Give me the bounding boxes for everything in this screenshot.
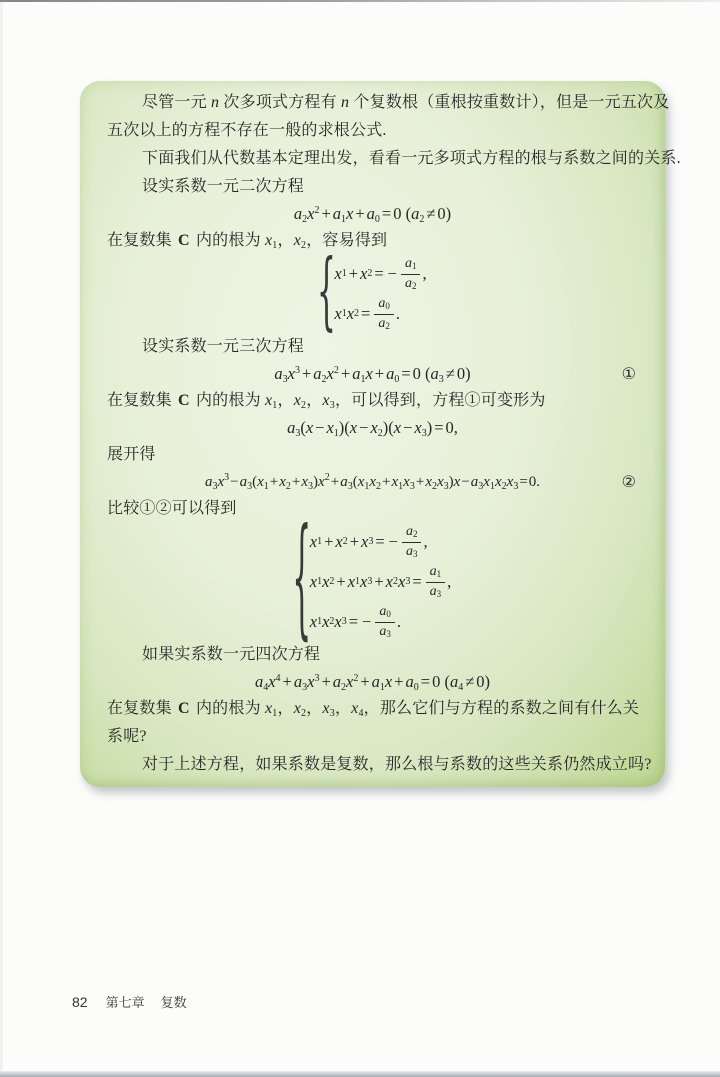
equation: $a_3x^3 + a_2x^2 + a_1x + a_0 = 0$ $(a_3 \ne 0)$ [274,364,471,385]
scan-edge-left [0,2,3,1071]
fraction: $\frac{a_0}{a_2}$ [374,296,394,331]
fraction: $\frac{a_0}{a_3}$ [375,604,395,639]
equation-number: ① [621,366,636,383]
system-equation: x 1 + x 2 = − $\frac{a_1}{a_2}$ , [334,256,427,291]
scan-edge-top [0,0,720,2]
equation-line [107,469,638,495]
text-line: 五次以上的方程不存在一般的求根公式. [107,122,387,139]
page-number: 82 [72,994,88,1010]
system-equation: x 1 x 2 + x 1 x 3 + x 2 x 3 = $\frac{a_1}{a_3}$ , [309,564,452,599]
text-line: 在复数集 C 内的根为 $x_1$，$x_2$，$x_3$，可以得到，方程①可变形为 [107,392,546,411]
text-line: 比较①②可以得到 [107,500,237,517]
fraction: $\frac{a_2}{a_3}$ [402,524,422,559]
system-equation: x 1 x 2 = $\frac{a_0}{a_2}$ . [334,296,400,331]
left-brace: { [316,243,336,342]
fraction: $\frac{a_1}{a_3}$ [426,564,446,599]
page-footer [72,992,187,1011]
lesson-card-content [80,81,681,779]
equation: $a_3(x - x_1)(x - x_2)(x - x_3) = 0$, [287,418,458,439]
equation: $a_4x^4 + a_3x^3 + a_2x^2 + a_1x + a_0 = 0$ $(a_4 \ne 0)$ [254,672,491,693]
equation: $a_3x^3-a_3(x_1+x_2+x_3)x^2+a_3(x_1x_2+x_1x_3+x_2x_3)x-a_3x_1x_2x_3=0$. [204,471,541,492]
equation-line [107,361,638,387]
text-line: 系呢? [107,728,147,745]
text-line: 尽管一元 n 次多项式方程有 n 个复数根（重根按重数计），但是一元五次及 [142,94,670,111]
system-equation: x 1 + x 2 + x 3 = − $\frac{a_2}{a_3}$ , [309,524,428,559]
equation-line [107,201,638,227]
text-line: 对于上述方程，如果系数是复数，那么根与系数的这些关系仍然成立吗? [142,756,652,773]
lesson-card [80,81,681,787]
equation: $a_2x^2 + a_1x + a_0 = 0$ $(a_2 \ne 0)$ [293,204,452,225]
text-line: 设实系数一元三次方程 [142,338,305,355]
scan-edge-bottom [0,1071,720,1077]
text-line: 设实系数一元二次方程 [142,178,305,195]
equation-number: ② [621,474,636,491]
text-line: 在复数集 C 内的根为 $x_1$，$x_2$，$x_3$，$x_4$，那么它们与方程的系数之间有什么关 [107,700,640,719]
system-equation: x 1 x 2 x 3 = − $\frac{a_0}{a_3}$ . [309,604,401,639]
left-brace: { [292,503,312,656]
fraction: $\frac{a_1}{a_2}$ [401,256,421,291]
equation-line [107,415,638,441]
text-line: 下面我们从代数基本定理出发，看看一元多项式方程的根与系数之间的关系. [142,150,681,167]
text-line: 展开得 [107,446,156,463]
chapter-label: 第七章 [105,995,145,1010]
system-rows [334,257,426,331]
equation-line [107,669,638,695]
equation-system [107,243,638,342]
system-rows [310,525,452,639]
text-line: 如果实系数一元四次方程 [142,646,321,663]
text-line: 在复数集 C 内的根为 $x_1$，$x_2$，容易得到 [107,232,388,251]
book-section-label: 复数 [160,995,187,1010]
